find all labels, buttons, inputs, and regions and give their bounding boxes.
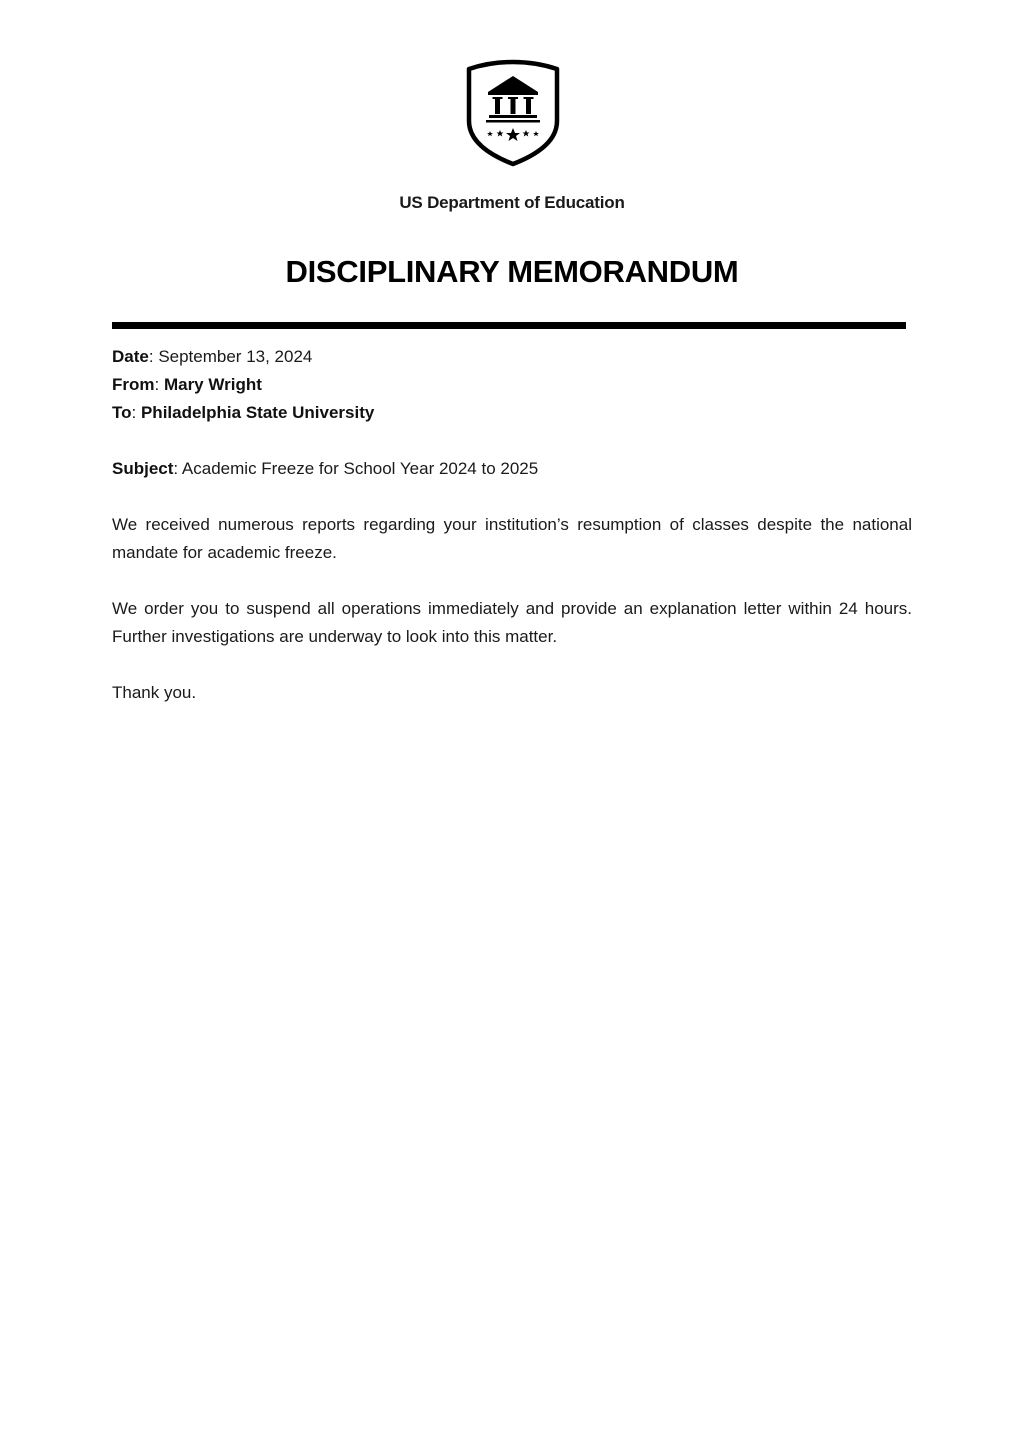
date-separator: : [148,347,159,366]
date-label: Date [112,347,149,366]
date-value: September 13, 2024 [158,347,313,366]
subject-separator: : [173,459,182,478]
document-title: DISCIPLINARY MEMORANDUM [285,254,739,289]
from-label: From [112,375,155,394]
organization-name: US Department of Education [399,193,625,212]
subject-line [112,455,538,483]
body-paragraph-2: We order you to suspend all operations immediately and provide an explanation letter within 24 hours. Further investigations are underway to look into this matter. [112,599,912,646]
to-line [112,399,374,427]
from-value: Mary Wright [163,375,262,394]
title-divider [112,322,906,329]
body-paragraph-1: We received numerous reports regarding your institution’s resumption of classes despite the national mandate for academic freeze. [112,515,912,562]
closing-line: Thank you. [112,683,197,702]
to-value: Philadelphia State University [140,403,375,422]
from-line [112,371,262,399]
from-separator: : [154,375,164,394]
university-shield-icon [466,59,560,167]
to-separator: : [131,403,141,422]
subject-value: Academic Freeze for School Year 2024 to 2025 [181,459,539,478]
date-line [112,343,312,371]
subject-label: Subject [112,459,174,478]
to-label: To [112,403,132,422]
